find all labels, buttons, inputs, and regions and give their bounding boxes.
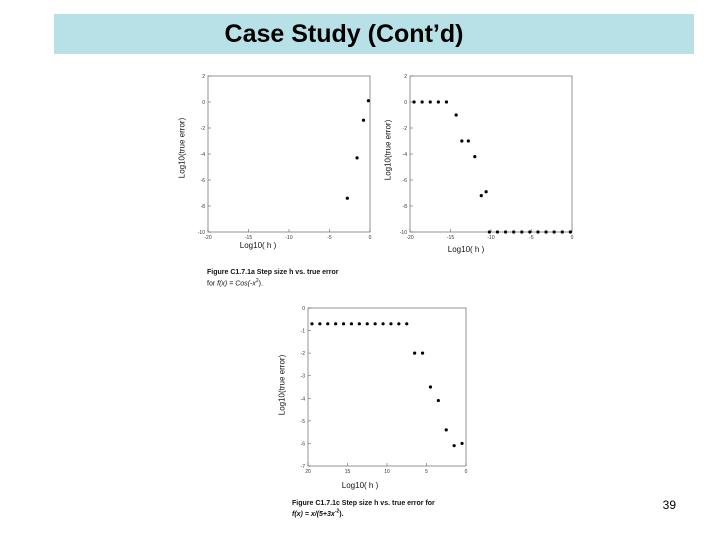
y-tick-label: -4 — [300, 396, 305, 403]
page-number: 39 — [662, 498, 676, 512]
y-tick-label: 0 — [404, 100, 407, 106]
data-point — [429, 100, 432, 103]
data-point — [504, 230, 507, 233]
y-tick-label: -6 — [300, 441, 305, 448]
data-point — [310, 322, 313, 325]
data-point — [473, 155, 476, 158]
caption-a-sup: 2 — [255, 278, 259, 284]
x-tick-label: 0 — [368, 235, 372, 241]
y-axis-label: Log10(true error) — [383, 119, 393, 181]
data-point — [536, 230, 539, 233]
caption-a — [207, 268, 339, 288]
data-point — [512, 230, 515, 233]
data-point — [358, 322, 361, 325]
data-point — [561, 230, 564, 233]
data-point — [412, 100, 415, 103]
caption-c-sup: -2 — [334, 509, 340, 515]
data-point — [334, 322, 337, 325]
data-point — [366, 322, 369, 325]
data-point — [355, 156, 358, 159]
y-tick-label: -8 — [402, 204, 407, 210]
caption-a-math: f(x) = Cos(-x — [217, 280, 256, 288]
data-point — [467, 139, 470, 142]
data-point — [405, 322, 408, 325]
x-tick-label: 0 — [464, 469, 468, 475]
y-tick-label: -8 — [200, 204, 205, 210]
data-point — [453, 444, 456, 447]
x-tick-label: 0 — [570, 235, 574, 241]
data-point — [445, 428, 448, 431]
x-axis-label: Log10( h ) — [341, 481, 379, 490]
y-tick-label: -6 — [402, 178, 407, 184]
caption-c-suffix: ). — [339, 511, 344, 519]
data-point — [496, 230, 499, 233]
y-tick-label: -5 — [300, 418, 305, 425]
data-point — [367, 99, 370, 102]
plot-frame — [208, 76, 370, 232]
data-point — [429, 385, 432, 388]
y-tick-label: -10 — [197, 230, 205, 236]
x-tick-label: -20 — [406, 235, 414, 241]
x-tick-label: 15 — [344, 469, 351, 475]
y-tick-label: -1 — [300, 328, 305, 335]
x-tick-label: -15 — [446, 235, 455, 241]
x-tick-label: 10 — [384, 469, 390, 475]
data-point — [488, 230, 491, 233]
data-point — [362, 119, 365, 122]
y-axis-label: Log10(true error) — [277, 354, 287, 416]
data-point — [437, 100, 440, 103]
data-point — [569, 230, 572, 233]
y-tick-label: -4 — [200, 152, 205, 158]
y-tick-label: -2 — [402, 126, 407, 132]
y-tick-label: -3 — [300, 373, 305, 380]
title-bar — [54, 14, 694, 54]
y-tick-label: -2 — [300, 351, 305, 358]
data-point — [389, 322, 392, 325]
chart-a — [170, 68, 393, 258]
x-tick-label: -10 — [487, 235, 495, 241]
x-tick-label: 20 — [305, 469, 311, 475]
data-point — [350, 322, 353, 325]
data-point — [455, 113, 458, 116]
x-tick-label: -20 — [204, 235, 212, 241]
data-point — [326, 322, 329, 325]
data-point — [374, 322, 377, 325]
chart-b — [378, 68, 593, 263]
data-point — [485, 190, 488, 193]
x-axis-label: Log10( h ) — [239, 241, 277, 250]
x-tick-label: 5 — [425, 469, 428, 475]
data-point — [397, 322, 400, 325]
caption-c-line1: Figure C1.7.1c Step size h vs. true error for — [292, 500, 435, 507]
y-tick-label: 2 — [202, 74, 205, 80]
caption-a-suffix: ). — [258, 280, 263, 288]
y-tick-label: 0 — [302, 306, 305, 312]
data-point — [437, 399, 440, 402]
data-point — [460, 442, 463, 445]
plot-frame — [308, 308, 466, 466]
y-tick-label: -2 — [200, 126, 205, 132]
data-point — [528, 230, 531, 233]
data-point — [381, 322, 384, 325]
x-tick-label: -10 — [285, 235, 293, 241]
slide-title: Case Study (Cont’d) — [224, 20, 464, 48]
y-tick-label: -7 — [300, 464, 305, 470]
chart-c — [270, 300, 485, 498]
caption-c-math: f(x) = x/(5+3x — [292, 511, 335, 519]
data-point — [553, 230, 556, 233]
x-tick-label: -15 — [244, 235, 253, 241]
y-axis-label: Log10(true error) — [177, 117, 187, 179]
data-point — [544, 230, 547, 233]
y-tick-label: -6 — [200, 178, 205, 184]
data-point — [520, 230, 523, 233]
data-point — [318, 322, 321, 325]
y-tick-label: 0 — [202, 100, 205, 106]
data-point — [480, 194, 483, 197]
data-point — [346, 197, 349, 200]
data-point — [460, 139, 463, 142]
caption-c — [292, 499, 435, 519]
data-point — [413, 352, 416, 355]
data-point — [445, 100, 448, 103]
data-point — [421, 100, 424, 103]
y-tick-label: -4 — [402, 152, 407, 158]
x-axis-label: Log10( h ) — [447, 245, 485, 254]
caption-a-line1: Figure C1.7.1a Step size h vs. true error — [207, 269, 339, 276]
x-tick-label: -5 — [327, 235, 332, 241]
data-point — [342, 322, 345, 325]
y-tick-label: -10 — [399, 230, 407, 236]
x-tick-label: -5 — [529, 235, 534, 241]
plot-frame — [410, 76, 572, 232]
caption-a-prefix: for — [207, 280, 218, 288]
data-point — [421, 352, 424, 355]
y-tick-label: 2 — [404, 74, 407, 80]
